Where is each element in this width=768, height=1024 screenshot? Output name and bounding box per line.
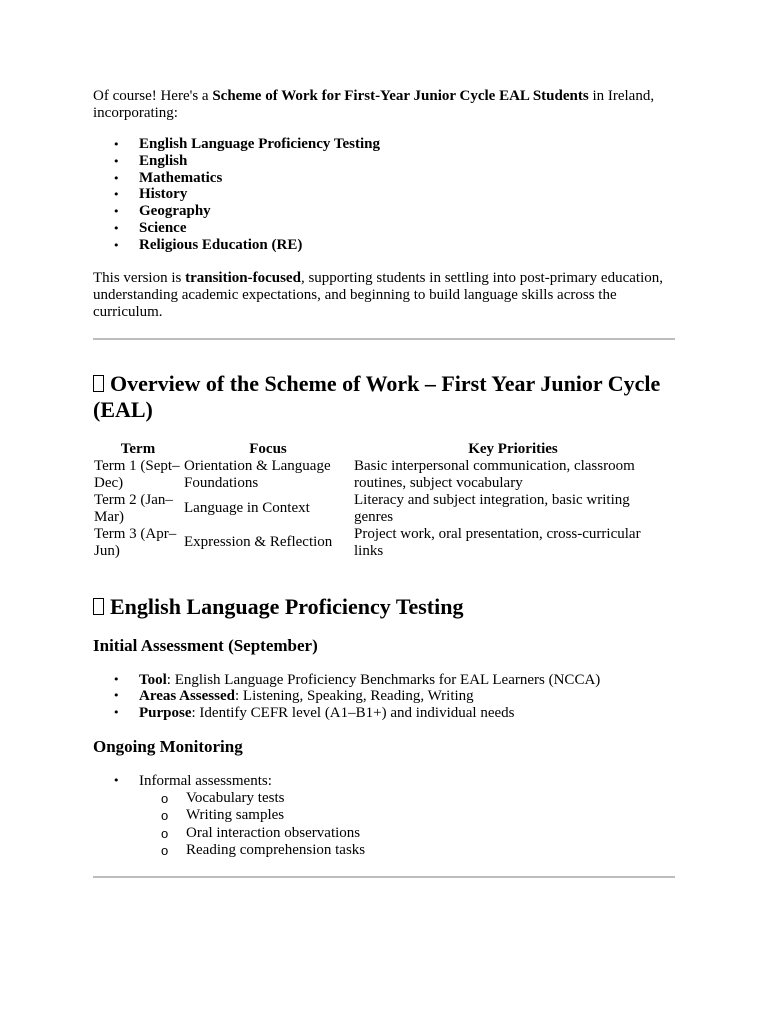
intro-text-end: in Ireland, incorporating:	[93, 88, 655, 121]
list-item: • English Language Proficiency Testing	[93, 136, 675, 153]
subject-list	[93, 136, 675, 254]
table-row	[93, 458, 673, 492]
intro-bold-title: Scheme of Work for First-Year Junior Cycle EAL Students	[212, 88, 589, 104]
list-item: • Geography	[93, 203, 675, 220]
missing-glyph-icon	[93, 598, 104, 615]
transition-bold: transition-focused	[185, 269, 301, 286]
table-header-row	[93, 441, 673, 458]
intro-paragraph	[93, 88, 675, 122]
list-item: • Purpose: Identify CEFR level (A1–B1+) and individual needs	[93, 705, 675, 722]
initial-assessment-list	[93, 672, 675, 722]
missing-glyph-icon	[93, 375, 104, 392]
table-row	[93, 492, 673, 526]
divider	[93, 338, 675, 340]
table-cell: Expression & Reflection	[184, 534, 333, 551]
transition-paragraph	[93, 270, 675, 321]
ongoing-monitoring-heading: Ongoing Monitoring	[93, 737, 243, 757]
document-page	[93, 88, 675, 878]
ongoing-monitoring-list	[93, 773, 675, 859]
table-cell: Orientation & Language Foundations	[184, 457, 331, 491]
list-item: • History	[93, 186, 675, 203]
list-item: • Science	[93, 220, 675, 237]
table-row	[93, 526, 673, 560]
list-item: • Informal assessments: o Vocabulary tests o Writing samples o Oral interaction observations o Reading comprehension tasks	[93, 773, 675, 859]
transition-text: This version is	[93, 269, 186, 286]
table-cell: Term 2 (Jan–Mar)	[94, 491, 173, 525]
column-header: Term	[120, 440, 156, 457]
sub-list-item: o Writing samples	[93, 807, 675, 824]
testing-heading: English Language Proficiency Testing	[93, 594, 675, 620]
column-header: Focus	[249, 440, 287, 457]
table-cell: Project work, oral presentation, cross-curricular links	[354, 525, 641, 559]
list-item: • Mathematics	[93, 170, 675, 187]
transition-text-end: , supporting students in settling into post-primary education, understanding academic expectations, and beginning to build language skills across the curriculum.	[93, 269, 663, 320]
table-cell: Term 1 (Sept–Dec)	[94, 457, 180, 491]
overview-heading: Overview of the Scheme of Work – First Year Junior Cycle (EAL)	[93, 370, 661, 422]
column-header: Key Priorities	[468, 440, 558, 457]
sub-list-item: o Vocabulary tests	[93, 790, 675, 807]
list-item: • English	[93, 153, 675, 170]
table-cell: Term 3 (Apr–Jun)	[94, 525, 177, 559]
list-item: • Areas Assessed: Listening, Speaking, Reading, Writing	[93, 688, 675, 705]
overview-table	[93, 441, 673, 560]
list-item: • Tool: English Language Proficiency Benchmarks for EAL Learners (NCCA)	[93, 672, 675, 689]
initial-assessment-heading: Initial Assessment (September)	[93, 635, 318, 655]
table-cell: Language in Context	[184, 500, 310, 517]
divider	[93, 876, 675, 878]
sub-list	[93, 790, 675, 860]
table-cell: Basic interpersonal communication, classroom routines, subject vocabulary	[354, 457, 635, 491]
intro-text: Of course! Here's a	[93, 88, 213, 104]
table-cell: Literacy and subject integration, basic writing genres	[354, 491, 630, 525]
sub-list-item: o Reading comprehension tasks	[93, 842, 675, 859]
sub-list-item: o Oral interaction observations	[93, 825, 675, 842]
list-item: • Religious Education (RE)	[93, 237, 675, 254]
